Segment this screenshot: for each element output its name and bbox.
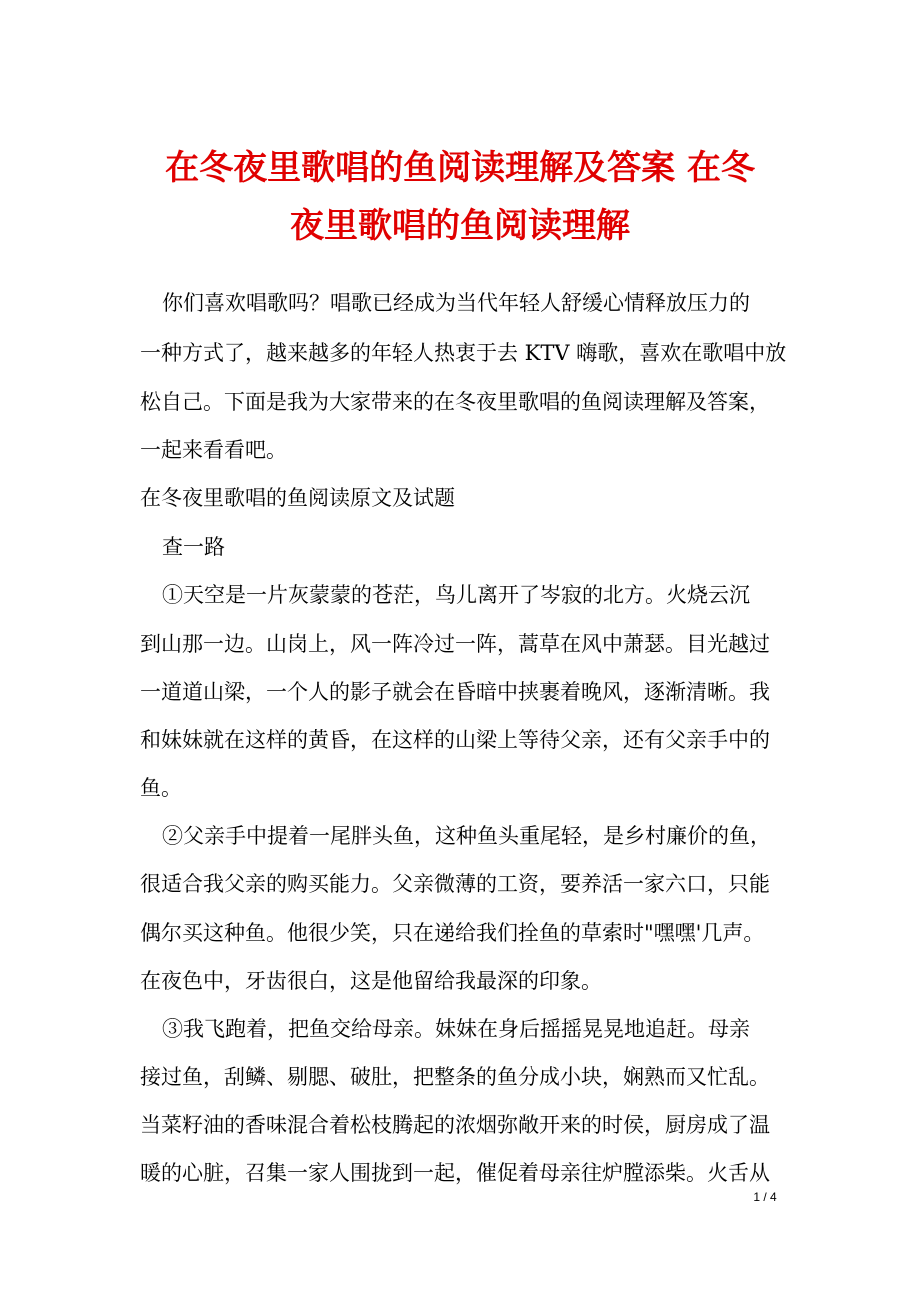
paragraph-2-line-4: 在夜色中，牙齿很白，这是他留给我最深的印象。 [140,969,602,993]
author-name: 查一路 [162,535,225,559]
intro-line-4: 一起来看看吧。 [140,438,287,462]
paragraph-1-line-1: ①天空是一片灰蒙蒙的苍茫，鸟儿离开了岑寂的北方。火烧云沉 [162,583,750,607]
paragraph-2-line-2: 很适合我父亲的购买能力。父亲微薄的工资，要养活一家六口，只能 [140,872,770,896]
title-line-2: 夜里歌唱的鱼阅读理解 [290,206,630,246]
paragraph-3-line-2: 接过鱼，刮鳞、剔腮、破肚，把整条的鱼分成小块，娴熟而又忙乱。 [140,1065,770,1089]
title-line-1: 在冬夜里歌唱的鱼阅读理解及答案 在冬 [165,148,755,188]
paragraph-2-line-3: 偶尔买这种鱼。他很少笑，只在递给我们拴鱼的草索时"嘿嘿'几声。 [140,921,765,945]
intro-line-1: 你们喜欢唱歌吗？唱歌已经成为当代年轻人舒缓心情释放压力的 [162,291,750,315]
intro-line-3: 松自己。下面是我为大家带来的在冬夜里歌唱的鱼阅读理解及答案， [140,390,770,414]
paragraph-3-line-3: 当菜籽油的香味混合着松枝腾起的浓烟弥敞开来的时侯，厨房成了温 [140,1113,770,1137]
paragraph-1-line-5: 鱼。 [140,776,182,800]
paragraph-1-line-3: 一道道山梁，一个人的影子就会在昏暗中挟裹着晚风，逐渐清晰。我 [140,680,770,704]
section-heading: 在冬夜里歌唱的鱼阅读原文及试题 [140,486,455,510]
paragraph-3-line-1: ③我飞跑着，把鱼交给母亲。妹妹在身后摇摇晃晃地追赶。母亲 [162,1017,750,1041]
paragraph-1-line-2: 到山那一边。山岗上，风一阵冷过一阵，蒿草在风中萧瑟。目光越过 [140,632,770,656]
intro-line-2: 一种方式了，越来越多的年轻人热衷于去 KTV 嗨歌，喜欢在歌唱中放 [140,341,787,365]
page-number: 1 / 4 [753,1190,777,1204]
paragraph-2-line-1: ②父亲手中提着一尾胖头鱼，这种鱼头重尾轻，是乡村廉价的鱼， [162,824,771,848]
paragraph-1-line-4: 和妹妹就在这样的黄昏，在这样的山梁上等待父亲，还有父亲手中的 [140,728,770,752]
paragraph-3-line-4: 暖的心脏，召集一家人围拢到一起，催促着母亲往炉膛添柴。火舌从 [140,1161,770,1185]
